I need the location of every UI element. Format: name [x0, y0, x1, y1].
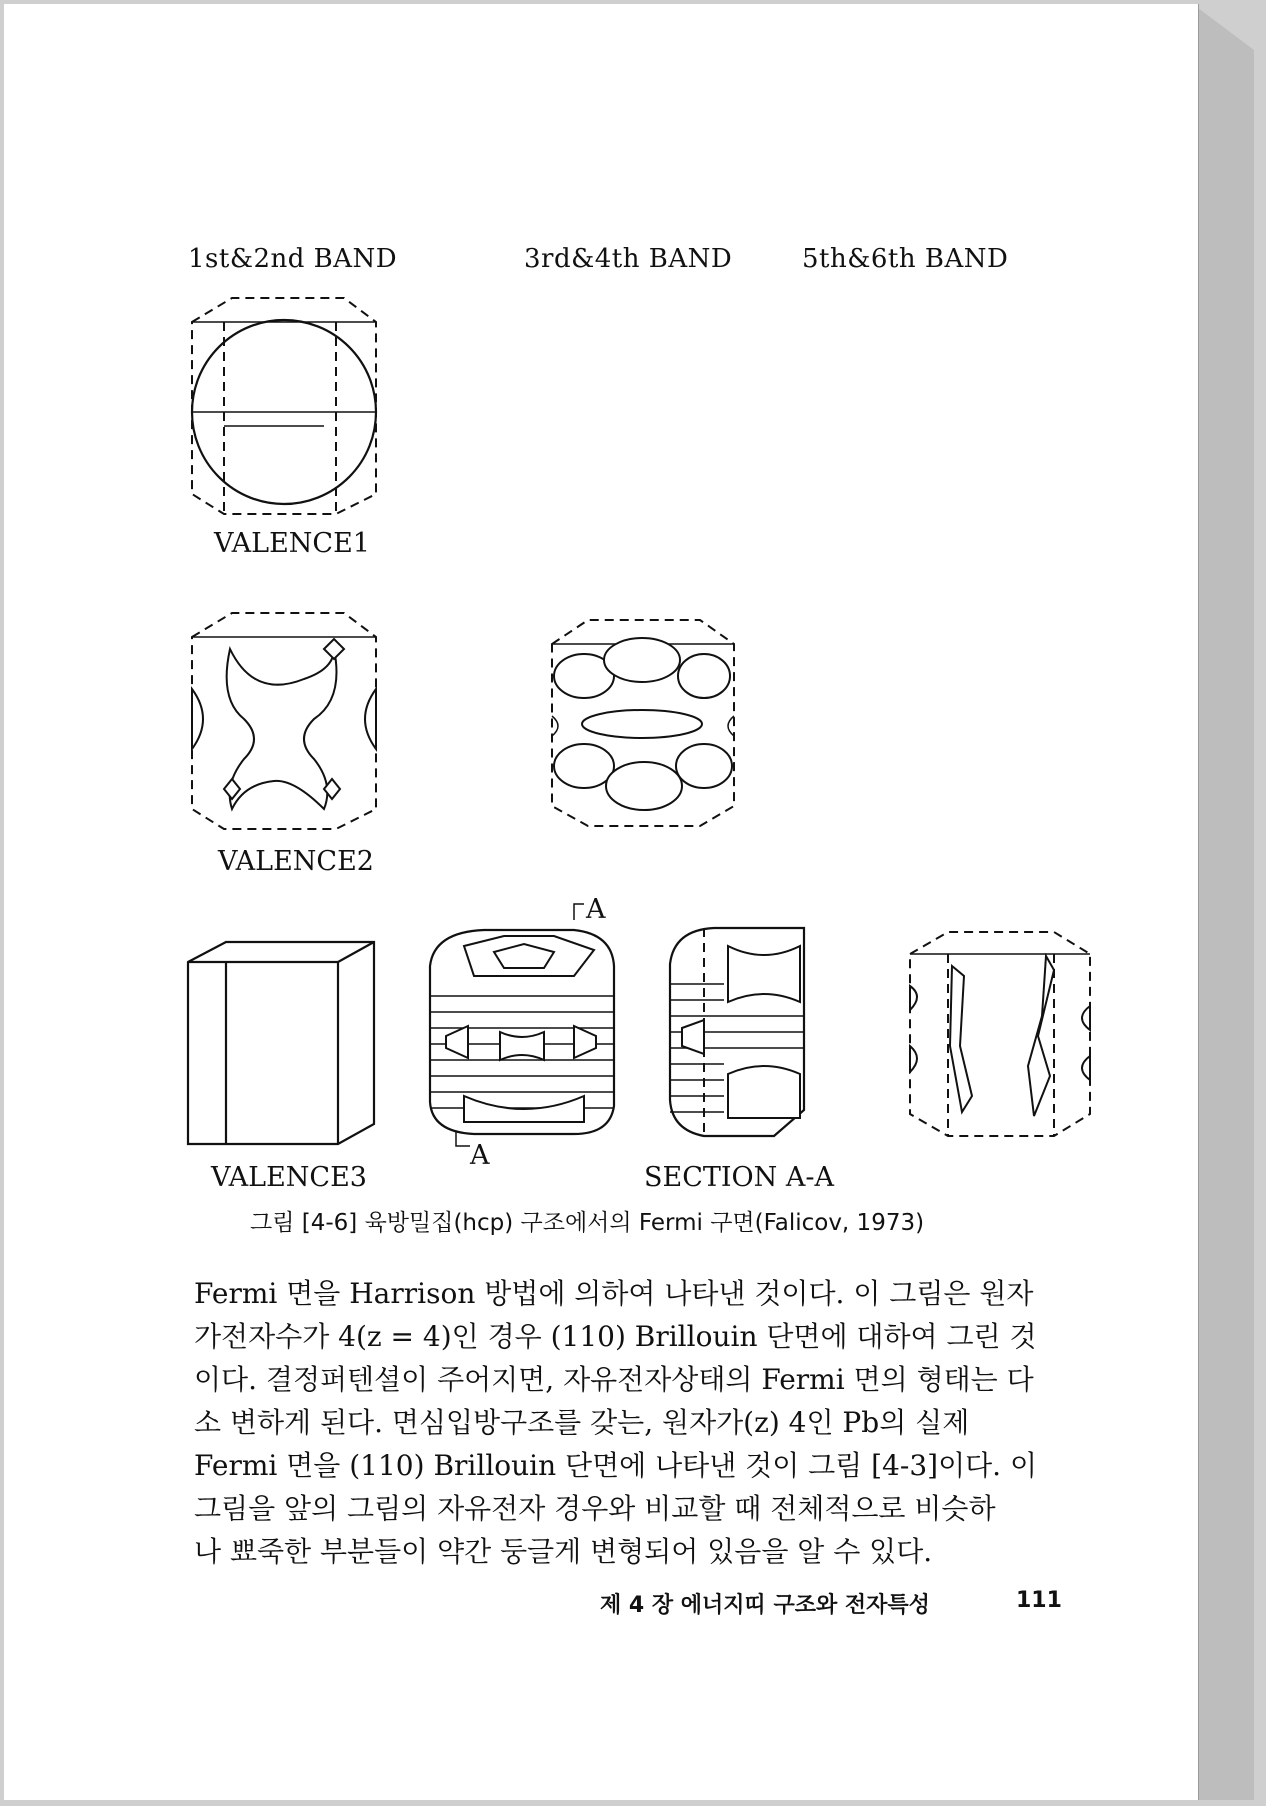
- body-line: 나 뾰죽한 부분들이 약간 둥글게 변형되어 있음을 알 수 있다.: [194, 1535, 933, 1568]
- book-edge-shadow: [1198, 8, 1254, 1800]
- band-header-5-6: 5th&6th BAND: [802, 244, 1009, 274]
- body-line: 이다. 결정퍼텐셜이 주어지면, 자유전자상태의 Fermi 면의 형태는 다: [194, 1363, 1034, 1396]
- valence1-sphere-drawing: [184, 294, 384, 514]
- body-paragraph: [194, 1272, 1084, 1573]
- section-bracket-bottom: [454, 1130, 474, 1150]
- section-marker-bottom: A: [470, 1140, 490, 1171]
- valence2-pockets-drawing: [544, 616, 740, 828]
- section-marker-top: A: [586, 894, 606, 925]
- body-line: 가전자수가 4(z = 4)인 경우 (110) Brillouin 단면에 대하여 그린 것: [194, 1320, 1037, 1353]
- section-bracket-top: [572, 902, 586, 922]
- body-line: 소 변하게 된다. 면심입방구조를 갖는, 원자가(z) 4인 Pb의 실제: [194, 1406, 970, 1439]
- body-line: 그림을 앞의 그림의 자유전자 경우와 비교할 때 전체적으로 비슷하: [194, 1492, 996, 1525]
- chapter-footer: 제 4 장 에너지띠 구조와 전자특성: [600, 1593, 930, 1618]
- valence3-prism-drawing: [184, 940, 380, 1146]
- valence3-hatched-surface-drawing: [424, 926, 620, 1138]
- body-line: Fermi 면을 (110) Brillouin 단면에 나타낸 것이 그림 [4-3]이다. 이: [194, 1449, 1038, 1482]
- label-valence2: VALENCE2: [218, 846, 374, 877]
- page-number: 111: [1016, 1588, 1062, 1613]
- band-header-3-4: 3rd&4th BAND: [524, 244, 733, 274]
- figure-caption: 그림 [4-6] 육방밀집(hcp) 구조에서의 Fermi 구면(Falicov, 1973): [250, 1210, 925, 1236]
- label-valence1: VALENCE1: [214, 528, 370, 559]
- body-line: Fermi 면을 Harrison 방법에 의하여 나타낸 것이다. 이 그림은 원자: [194, 1277, 1034, 1310]
- book-page: [4, 4, 1199, 1800]
- label-section-a-a: SECTION A-A: [644, 1162, 835, 1193]
- section-cut-drawing: [664, 924, 814, 1138]
- band-5-6-pockets-drawing: [904, 926, 1094, 1140]
- band-header-1-2: 1st&2nd BAND: [188, 244, 398, 274]
- label-valence3: VALENCE3: [211, 1162, 367, 1193]
- valence2-surface-drawing: [184, 609, 384, 829]
